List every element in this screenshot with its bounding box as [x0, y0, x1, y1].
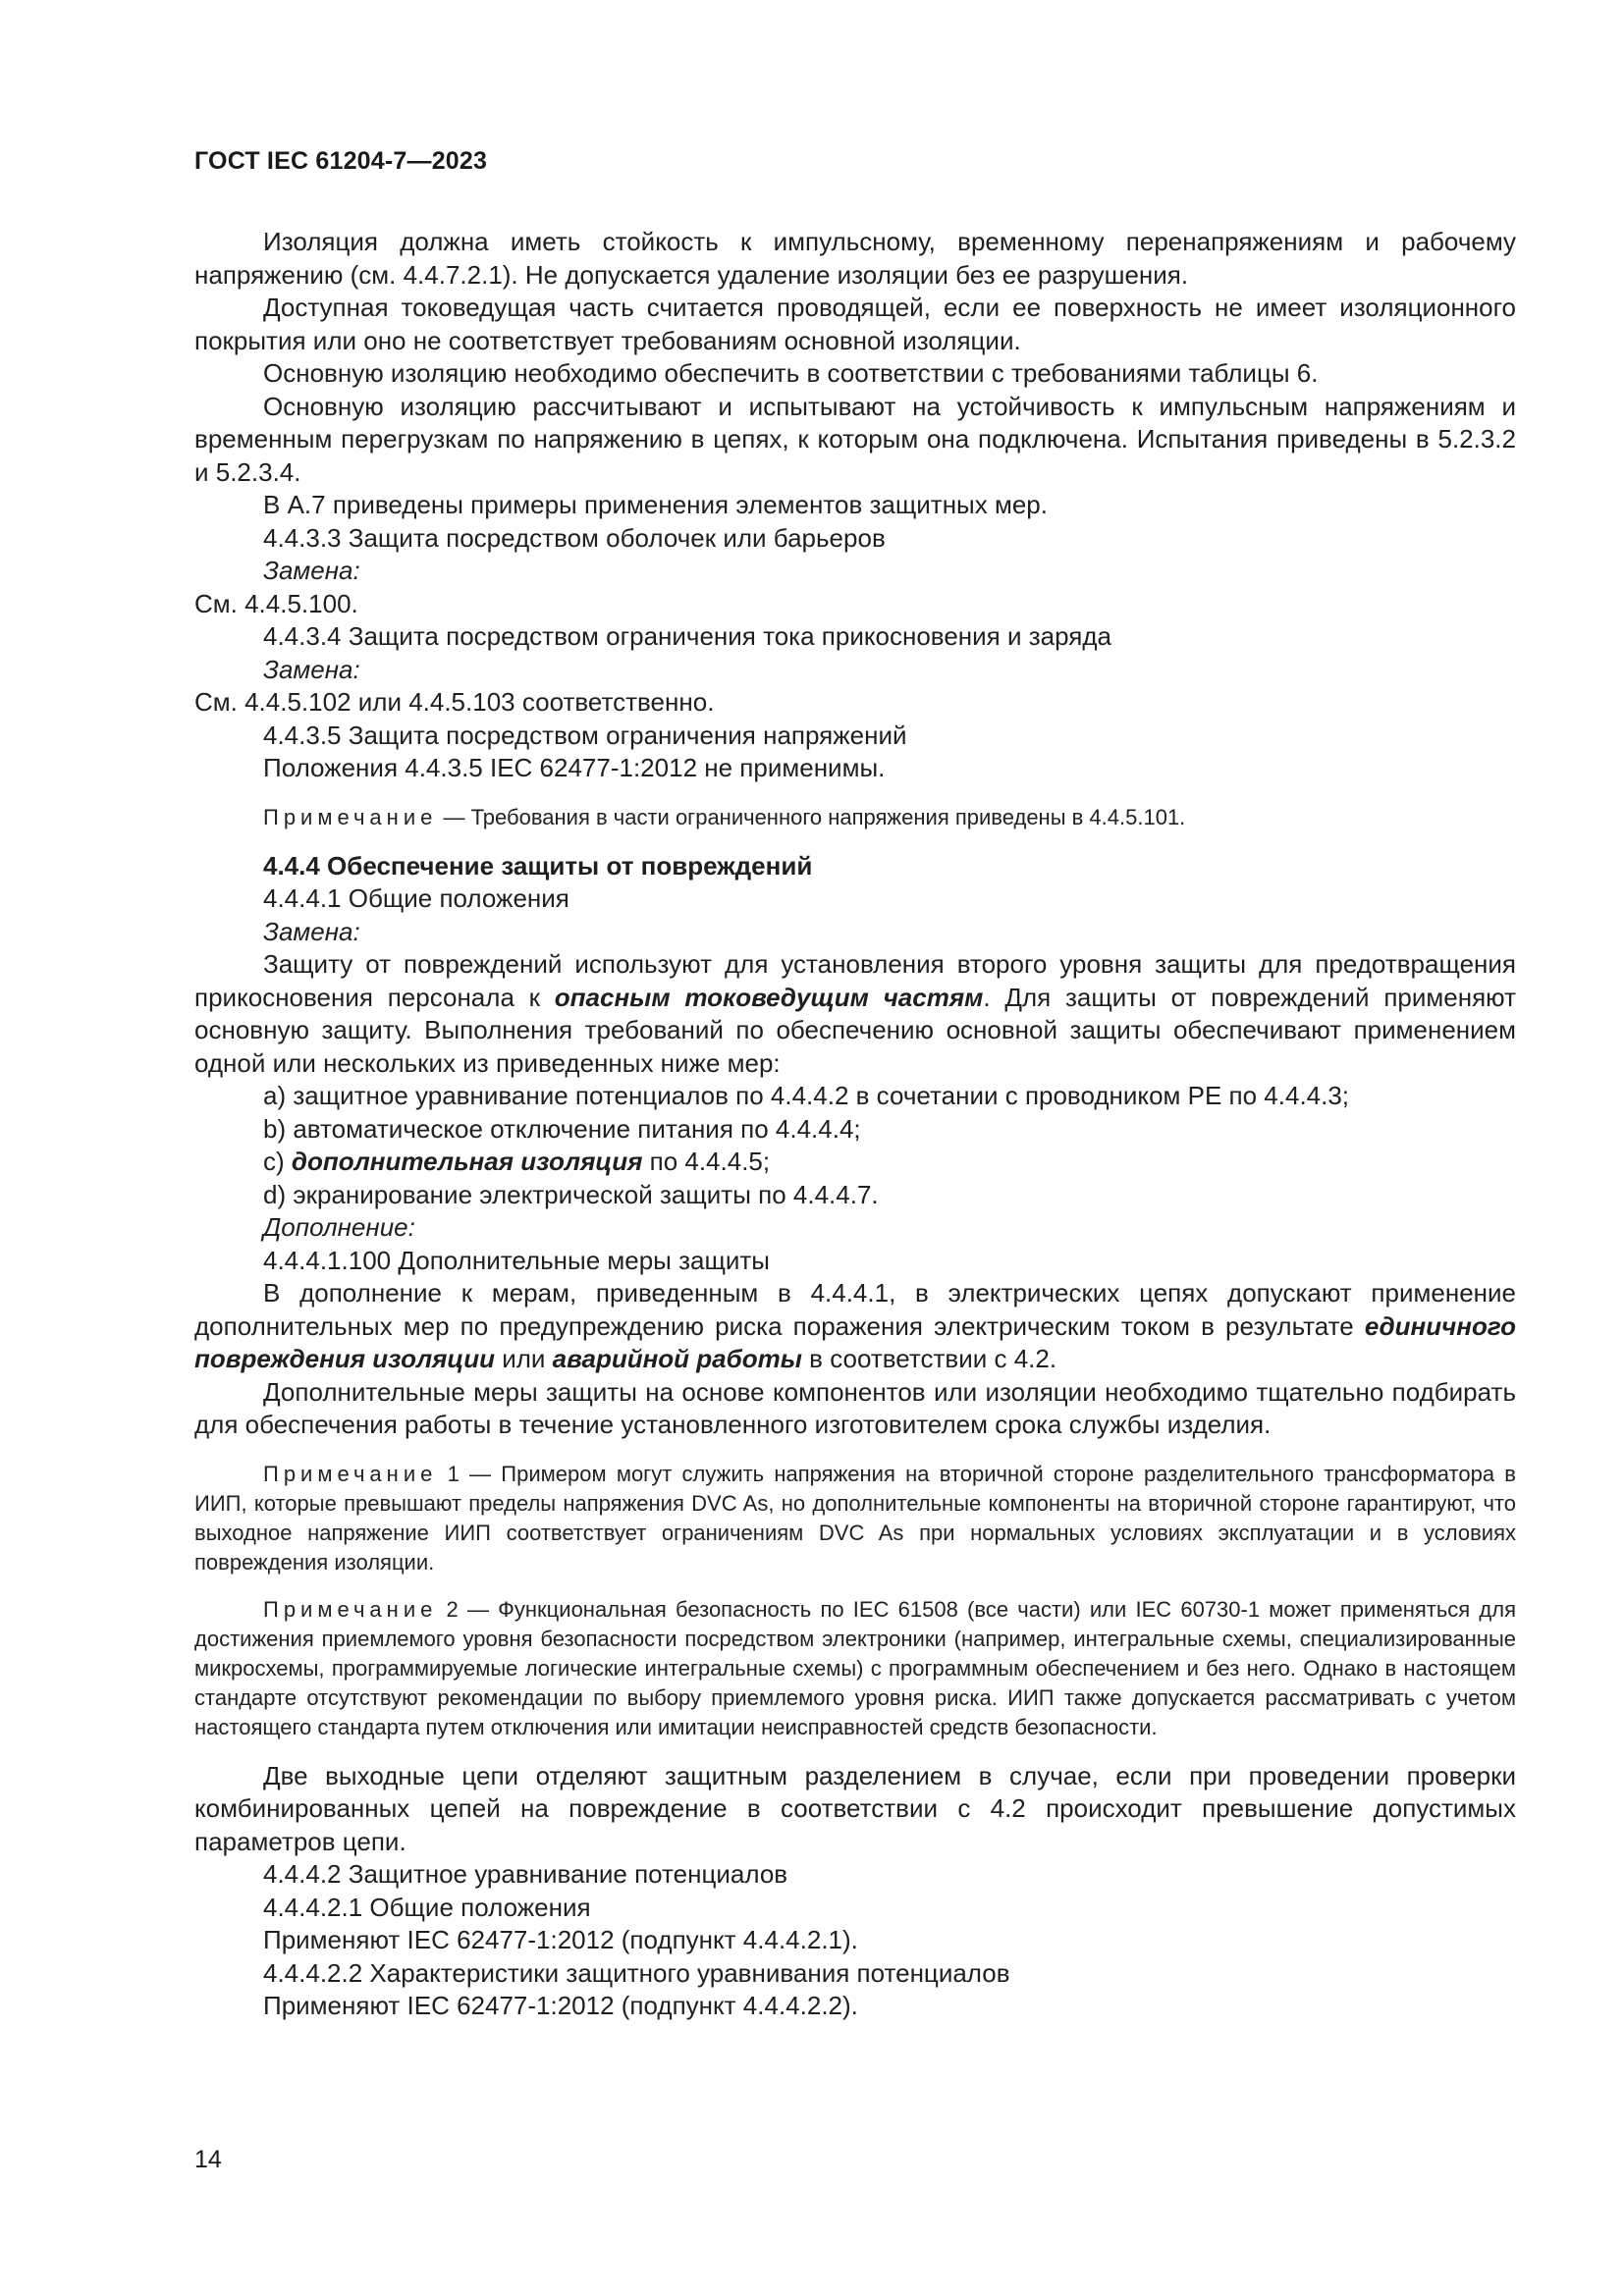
clause-heading: 4.4.3.4 Защита посредством ограничения тока прикосновения и заряда — [263, 621, 1111, 651]
paragraph: Две выходные цепи отделяют защитным разделением в случае, если при проведении проверки комбинированных цепей на повреждение в соответствии с 4.2 происходит превышение допустимых параметров цепи. — [194, 1760, 1516, 1856]
note-label: Примечание — [263, 804, 438, 829]
text-run: . Для защиты от повреждений применяют основную защиту. Выполнения требований по обеспечению основной защиты обеспечивают применением одной или нескольких из приведенных ниже мер: — [194, 982, 1517, 1078]
paragraph: Положения 4.4.3.5 IEC 62477-1:2012 не применимы. — [263, 753, 886, 782]
defined-term: опасным токоведущим частям — [554, 982, 984, 1012]
paragraph: См. 4.4.5.100. — [194, 588, 358, 618]
paragraph: Основную изоляцию рассчитывают и испытывают на устойчивость к импульсным напряжениям и временным перегрузкам по напряжению в цепях, к которым она подключена. Испытания приведены в 5.2.3.2 и 5.2.3.4. — [194, 391, 1516, 487]
text-run: по 4.4.4.5; — [642, 1147, 771, 1176]
text-run: В дополнение к мерам, приведенным в 4.4.4.1, в электрических цепях допускают применение дополнительных мер по предупреждению риска поражения электрическим током в результате — [194, 1278, 1516, 1341]
clause-heading: 4.4.4.2.1 Общие положения — [263, 1892, 591, 1922]
paragraph: Дополнительные меры защиты на основе компонентов или изоляции необходимо тщательно подбирать для обеспечения работы в течение установленного изготовителем срока службы изделия. — [194, 1376, 1516, 1439]
replacement-label: Замена: — [263, 916, 360, 946]
page-number: 14 — [194, 2146, 222, 2173]
list-item — [194, 1146, 1516, 1179]
paragraph — [194, 948, 1516, 1080]
text-run: в соответствии с 4.2. — [801, 1344, 1057, 1373]
clause-heading: 4.4.4.2 Защитное уравнивание потенциалов — [263, 1859, 788, 1889]
replacement-label: Замена: — [263, 654, 360, 684]
note-label: Примечание — [263, 1596, 438, 1622]
note — [194, 1595, 1516, 1742]
note-text: 1 — Примером могут служить напряжения на вторичной стороне разделительного трансформатора в ИИП, которые превышают пределы напряжения DVC As, но дополнительные компоненты на вторичной стороне гарантируют, что выходное напряжение ИИП соответствует ограничениям DVC As при нормальных условиях эксплуатации и в условиях повреждения изоляции. — [194, 1461, 1516, 1575]
note-text: 2 — Функциональная безопасность по IEC 61508 (все части) или IEC 60730-1 может применяться для достижения приемлемого уровня безопасности посредством электроники (например, интегральные схемы, специализированные микросхемы, программируемые логические интегральные схемы) с программным обеспечением и без него. Однако в настоящем стандарте отсутствуют рекомендации по выбору приемлемого уровня риска. ИИП также допускается рассматривать с учетом настоящего стандарта путем отключения или имитации неисправностей средств безопасности. — [194, 1596, 1516, 1739]
note — [194, 1460, 1516, 1577]
note-text: — Требования в части ограниченного напряжения приведены в 4.4.5.101. — [437, 804, 1186, 829]
section-heading: 4.4.4 Обеспечение защиты от повреждений — [263, 850, 813, 881]
note — [194, 803, 1516, 832]
clause-heading: 4.4.4.1 Общие положения — [263, 883, 569, 913]
paragraph: Применяют IEC 62477-1:2012 (подпункт 4.4.4.2.1). — [263, 1925, 858, 1954]
defined-term: дополнительная изоляция — [291, 1147, 643, 1176]
clause-heading: 4.4.4.1.100 Дополнительные меры защиты — [263, 1245, 770, 1275]
clause-heading: 4.4.3.3 Защита посредством оболочек или барьеров — [263, 522, 886, 553]
note-label: Примечание — [263, 1461, 438, 1486]
paragraph: Доступная токоведущая часть считается проводящей, если ее поверхность не имеет изоляционного покрытия или оно не соответствует требованиям основной изоляции. — [194, 293, 1516, 355]
text-run: или — [495, 1344, 553, 1373]
clause-heading: 4.4.3.5 Защита посредством ограничения напряжений — [263, 720, 907, 750]
text-run: Защиту от повреждений используют для установления второго уровня защиты для предотвращения прикосновения персонала к — [194, 949, 1516, 1012]
clause-heading: 4.4.4.2.2 Характеристики защитного уравнивания потенциалов — [263, 1957, 1010, 1988]
defined-term: единичного повреждения изоляции — [194, 1310, 1516, 1373]
paragraph: Основную изоляцию необходимо обеспечить в соответствии с требованиями таблицы 6. — [263, 358, 1319, 388]
paragraph: Применяют IEC 62477-1:2012 (подпункт 4.4.4.2.2). — [263, 1991, 858, 2020]
list-item: b) автоматическое отключение питания по 4.4.4.4; — [263, 1113, 861, 1144]
paragraph: См. 4.4.5.102 или 4.4.5.103 соответственно. — [194, 687, 715, 717]
addition-label: Дополнение: — [263, 1212, 415, 1242]
text-run: c) — [263, 1147, 292, 1176]
list-item: a) защитное уравнивание потенциалов по 4.4.4.2 в сочетании с проводником PE по 4.4.4.3; — [263, 1081, 1350, 1110]
list-item: d) экранирование электрической защиты по 4.4.4.7. — [263, 1179, 879, 1209]
paragraph: В А.7 приведены примеры применения элементов защитных мер. — [263, 490, 1048, 519]
paragraph: Изоляция должна иметь стойкость к импульсному, временному перенапряжениям и рабочему напряжению (см. 4.4.7.2.1). Не допускается удаление изоляции без ее разрушения. — [194, 227, 1516, 290]
page-body — [194, 226, 1516, 2023]
standard-header: ГОСТ IEC 61204-7—2023 — [194, 147, 488, 175]
defined-term: аварийной работы — [552, 1344, 802, 1373]
paragraph — [194, 1277, 1516, 1376]
replacement-label: Замена: — [263, 556, 360, 585]
